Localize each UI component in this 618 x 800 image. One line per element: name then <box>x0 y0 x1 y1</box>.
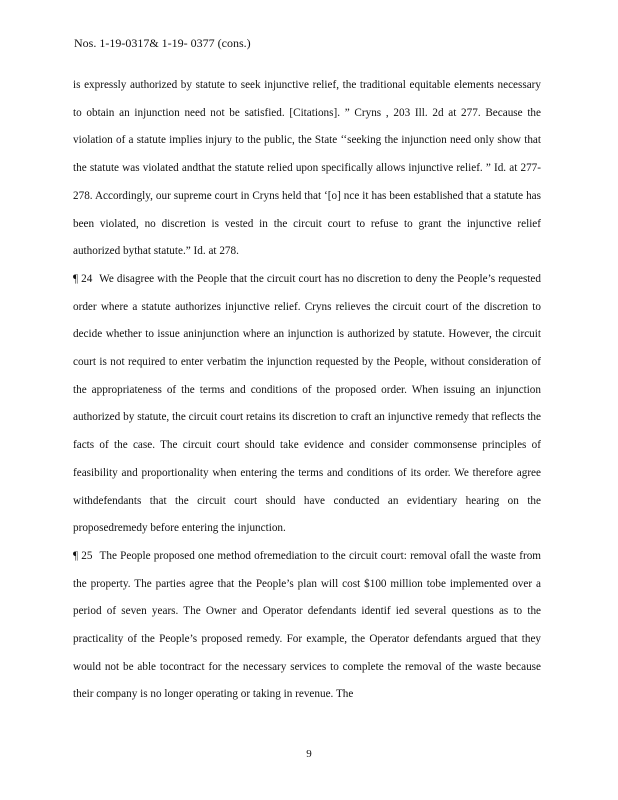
paragraph-marker: ¶ 24 <box>73 272 93 285</box>
paragraph-text: The People proposed one method ofremediation to the circuit court: removal ofall the waste from the property. The parties agree that the People’s plan will cost $100 million tobe implemented over a period of seven years. The Owner and Operator defendants identif ied several questions as to the practicality of the People’s proposed remedy. For example, the Operator defendants argued that they would not be able tocontract for the necessary services to complete the removal of the waste because their company is no longer operating or taking in revenue. The <box>73 549 541 701</box>
page-number: 9 <box>306 748 312 760</box>
paragraph-text: We disagree with the People that the circuit court has no discretion to deny the People’s requested order where a statute authorizes injunctive relief. Cryns relieves the circuit court of the discretion to decide whether to issue aninjunction where an injunction is authorized by statute. However, the circuit court is not required to enter verbatim the injunction requested by the People, without consideration of the appropriateness of the terms and conditions of the proposed order. When issuing an injunction authorized by statute, the circuit court retains its discretion to craft an injunctive remedy that reflects the facts of the case. The circuit court should take evidence and consider commonsense principles of feasibility and proportionality when entering the terms and conditions of its order. We therefore agree withdefendants that the circuit court should have conducted an evidentiary hearing on the proposedremedy before entering the injunction. <box>73 272 541 535</box>
paragraph-25 <box>73 543 541 709</box>
paragraph-continued <box>73 72 541 266</box>
paragraph-text: is expressly authorized by statute to seek injunctive relief, the traditional equitable elements necessary to obtain an injunction need not be satisfied. [Citations]. ” Cryns , 203 Ill. 2d at 277. Because the violation of a statute implies injury to the public, the State ‘‘seeking the injunction need only show that the statute was violated andthat the statute relied upon specifically allows injunctive relief. ” Id. at 277-278. Accordingly, our supreme court in Cryns held that ‘[o] nce it has been established that a statute has been violated, no discretion is vested in the circuit court to refuse to grant the injunctive relief authorized bythat statute.” Id. at 278. <box>73 79 541 258</box>
document-body <box>73 72 541 709</box>
paragraph-marker: ¶ 25 <box>73 549 93 562</box>
case-number-header: Nos. 1-19-0317& 1-19- 0377 (cons.) <box>74 36 251 50</box>
paragraph-24 <box>73 266 541 543</box>
